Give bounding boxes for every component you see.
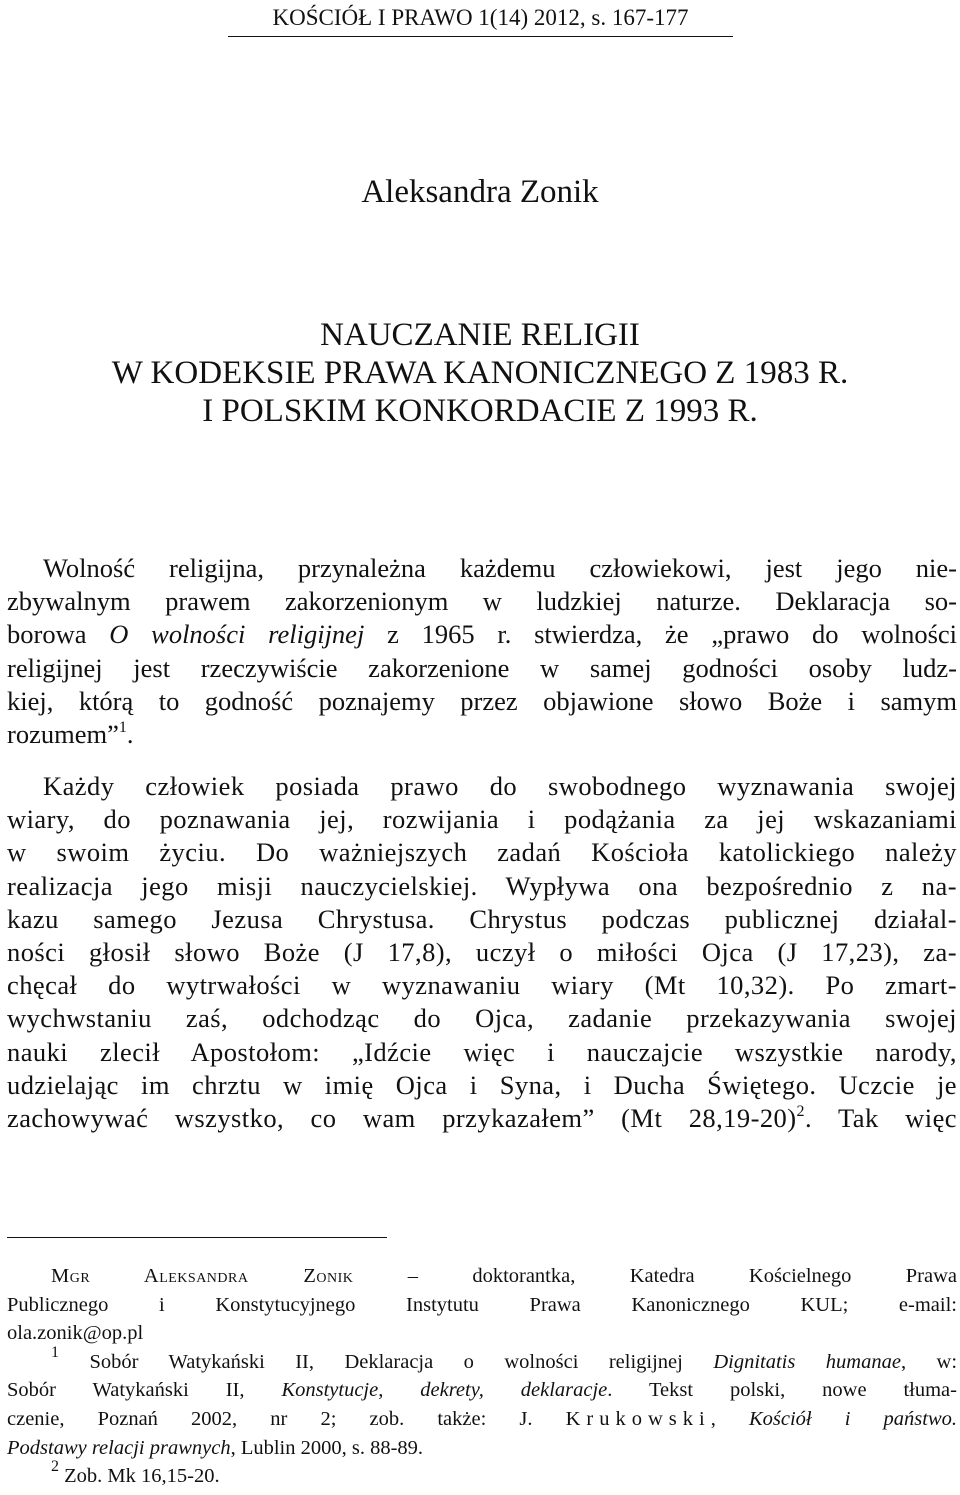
paragraph-line: Wolność religijna, przynależna każdemu człowiekowi, jest jego nie- [43,553,957,583]
author-note-line [7,1262,957,1291]
paragraph-2 [7,770,957,1135]
footnote-1-number: 1 [51,1343,59,1361]
text-run-italic: Konstytucje, dekrety, deklaracje [281,1379,608,1402]
footnote-1-line [7,1434,957,1463]
document-title-italic: O wolności religijnej [109,619,365,650]
text-run: , Lublin 2000, s. 88-89. [230,1436,424,1459]
footnote-rule [7,1237,387,1238]
paragraph-line [7,718,957,751]
footnote-2-number: 2 [51,1458,59,1476]
title-line-1: NAUCZANIE RELIGII [320,317,640,353]
paragraph-line: udzielając im chrztu w imię Ojca i Syna, i Ducha Świętego. Uczcie je [7,1069,957,1100]
paragraph-line: ności głosił słowo Boże (J 17,8), uczył o miłości Ojca (J 17,23), za- [7,936,957,967]
article-author: Aleksandra Zonik [361,174,599,210]
footnote-ref-2[interactable]: 2 [796,1102,805,1120]
paragraph-line: chęcał do wytrwałości w wyznawaniu wiary (Mt 10,32). Po zmart- [7,970,957,1001]
text-run: , w: [900,1350,958,1373]
author-note-line: Publicznego i Konstytucyjnego Instytutu Prawa Kanonicznego KUL; e-mail: [7,1293,957,1316]
paragraph-line: wiary, do poznawania jej, rozwijania i podążania za jej wskazaniami [7,804,957,835]
paragraph-line [7,1102,957,1135]
article-title [0,316,960,430]
footnote-1-line [7,1405,957,1434]
text-run: z 1965 r. stwierdza, że „prawo do wolności [364,619,958,650]
author-note-name: Mgr Aleksandra Zonik [51,1265,354,1287]
paragraph-line: realizacja jego misji nauczycielskiej. Wypływa ona bezpośrednio z na- [7,870,957,901]
footnote-1-line [7,1376,957,1405]
text-run: borowa [7,619,110,650]
paragraph-1 [7,552,957,751]
paragraph-line: nauki zlecił Apostołom: „Idźcie więc i nauczajcie wszystkie narody, [7,1036,957,1067]
paragraph-line: kiej, którą to godność poznajemy przez objawione słowo Boże i samym [7,685,957,716]
paragraph-line: w swoim życiu. Do ważniejszych zadań Kościoła katolickiego należy [7,837,957,868]
text-run-italic: Dignitatis humanae [713,1350,901,1373]
text-run: Sobór Watykański II, [7,1379,282,1402]
footnote-1-line [7,1343,958,1377]
title-line-2: W KODEKSIE PRAWA KANONICZNEGO Z 1983 R. [111,355,849,391]
text-run: Zob. Mk 16,15-20. [59,1465,220,1488]
paragraph-line: wychwstaniu zaś, odchodząc do Ojca, zadanie przekazywania swojej [7,1003,957,1034]
text-run: , [710,1407,749,1430]
paragraph-line: religijnej jest rzeczywiście zakorzenione w samej godności osoby ludz- [7,652,957,683]
text-run: – doktorantka, Katedra Kościelnego Prawa [353,1265,957,1287]
text-run: czenie, Poznań 2002, nr 2; zob. także: J. [7,1407,566,1430]
footnote-2-line [7,1458,957,1491]
text-run: zachowywać wszystko, co wam przykazałem” (Mt 28,19-20) [7,1102,797,1133]
paragraph-line [7,618,957,651]
header-rule [228,36,733,37]
text-run: . Tekst polski, nowe tłuma- [607,1379,957,1402]
cited-author-spaced: Krukowski [565,1407,711,1430]
text-run-italic: Podstawy relacji prawnych [7,1436,231,1459]
title-line-3: I POLSKIM KONKORDACIE Z 1993 R. [202,393,758,429]
text-run: . Tak więc [804,1102,957,1133]
author-email[interactable]: ola.zonik@op.pl [7,1322,144,1345]
footnote-ref-1[interactable]: 1 [118,718,127,736]
running-header: KOŚCIÓŁ I PRAWO 1(14) 2012, s. 167-177 [272,5,689,30]
text-run: . [126,718,134,749]
paragraph-line: zbywalnym prawem zakorzenionym w ludzkiej naturze. Deklaracja so- [7,586,957,617]
footnotes [7,1262,957,1491]
text-run: rozumem” [7,718,119,749]
text-run-italic: Kościół i państwo. [748,1407,958,1430]
text-run: Sobór Watykański II, Deklaracja o wolności religijnej [59,1350,714,1373]
paragraph-line: Każdy człowiek posiada prawo do swobodnego wyznawania swojej [43,771,957,801]
paragraph-line: kazu samego Jezusa Chrystusa. Chrystus podczas publicznej działal- [7,903,957,934]
